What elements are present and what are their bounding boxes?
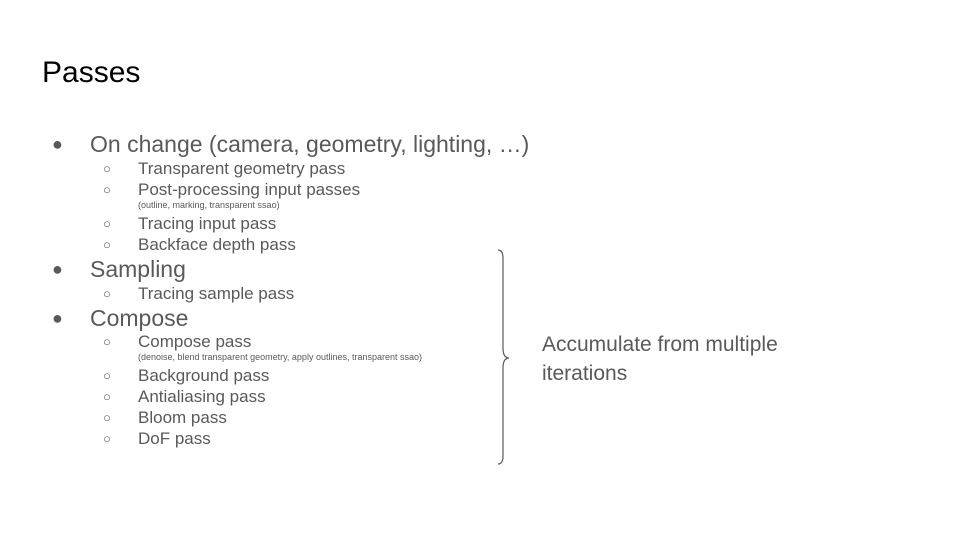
bullet-marker: ● [52, 308, 63, 328]
list-item: Post-processing input passes [138, 180, 361, 199]
list-item: Compose pass [138, 332, 252, 351]
section-heading-on-change: On change (camera, geometry, lighting, …) [90, 131, 530, 157]
accumulate-note: Accumulate from multiple iterations [542, 333, 778, 385]
list-item: Backface depth pass [138, 235, 296, 254]
section-heading-compose: Compose [90, 305, 189, 331]
sub-bullet-marker: ○ [103, 216, 111, 231]
section-heading-sampling: Sampling [90, 256, 186, 282]
sub-bullet-marker: ○ [103, 431, 111, 446]
sub-bullet-marker: ○ [103, 286, 111, 301]
list-item: Bloom pass [138, 408, 227, 427]
sub-bullet-marker: ○ [103, 368, 111, 383]
list-item: Tracing input pass [138, 214, 277, 233]
sub-bullet-marker: ○ [103, 334, 111, 349]
list-item: Background pass [138, 366, 270, 385]
sub-bullet-marker: ○ [103, 389, 111, 404]
right-curly-brace [490, 248, 514, 468]
list-item: Transparent geometry pass [138, 159, 346, 178]
sub-bullet-marker: ○ [103, 182, 111, 197]
list-item: Tracing sample pass [138, 284, 295, 303]
slide-title: Passes [42, 56, 141, 89]
sub-bullet-marker: ○ [103, 237, 111, 252]
list-item-note: (outline, marking, transparent ssao) [138, 200, 280, 210]
sub-bullet-marker: ○ [103, 410, 111, 425]
sub-bullet-marker: ○ [103, 161, 111, 176]
list-item-note: (denoise, blend transparent geometry, apply outlines, transparent ssao) [138, 352, 422, 362]
bullet-marker: ● [52, 134, 63, 154]
list-item: DoF pass [138, 429, 211, 448]
bullet-marker: ● [52, 259, 63, 279]
list-item: Antialiasing pass [138, 387, 266, 406]
